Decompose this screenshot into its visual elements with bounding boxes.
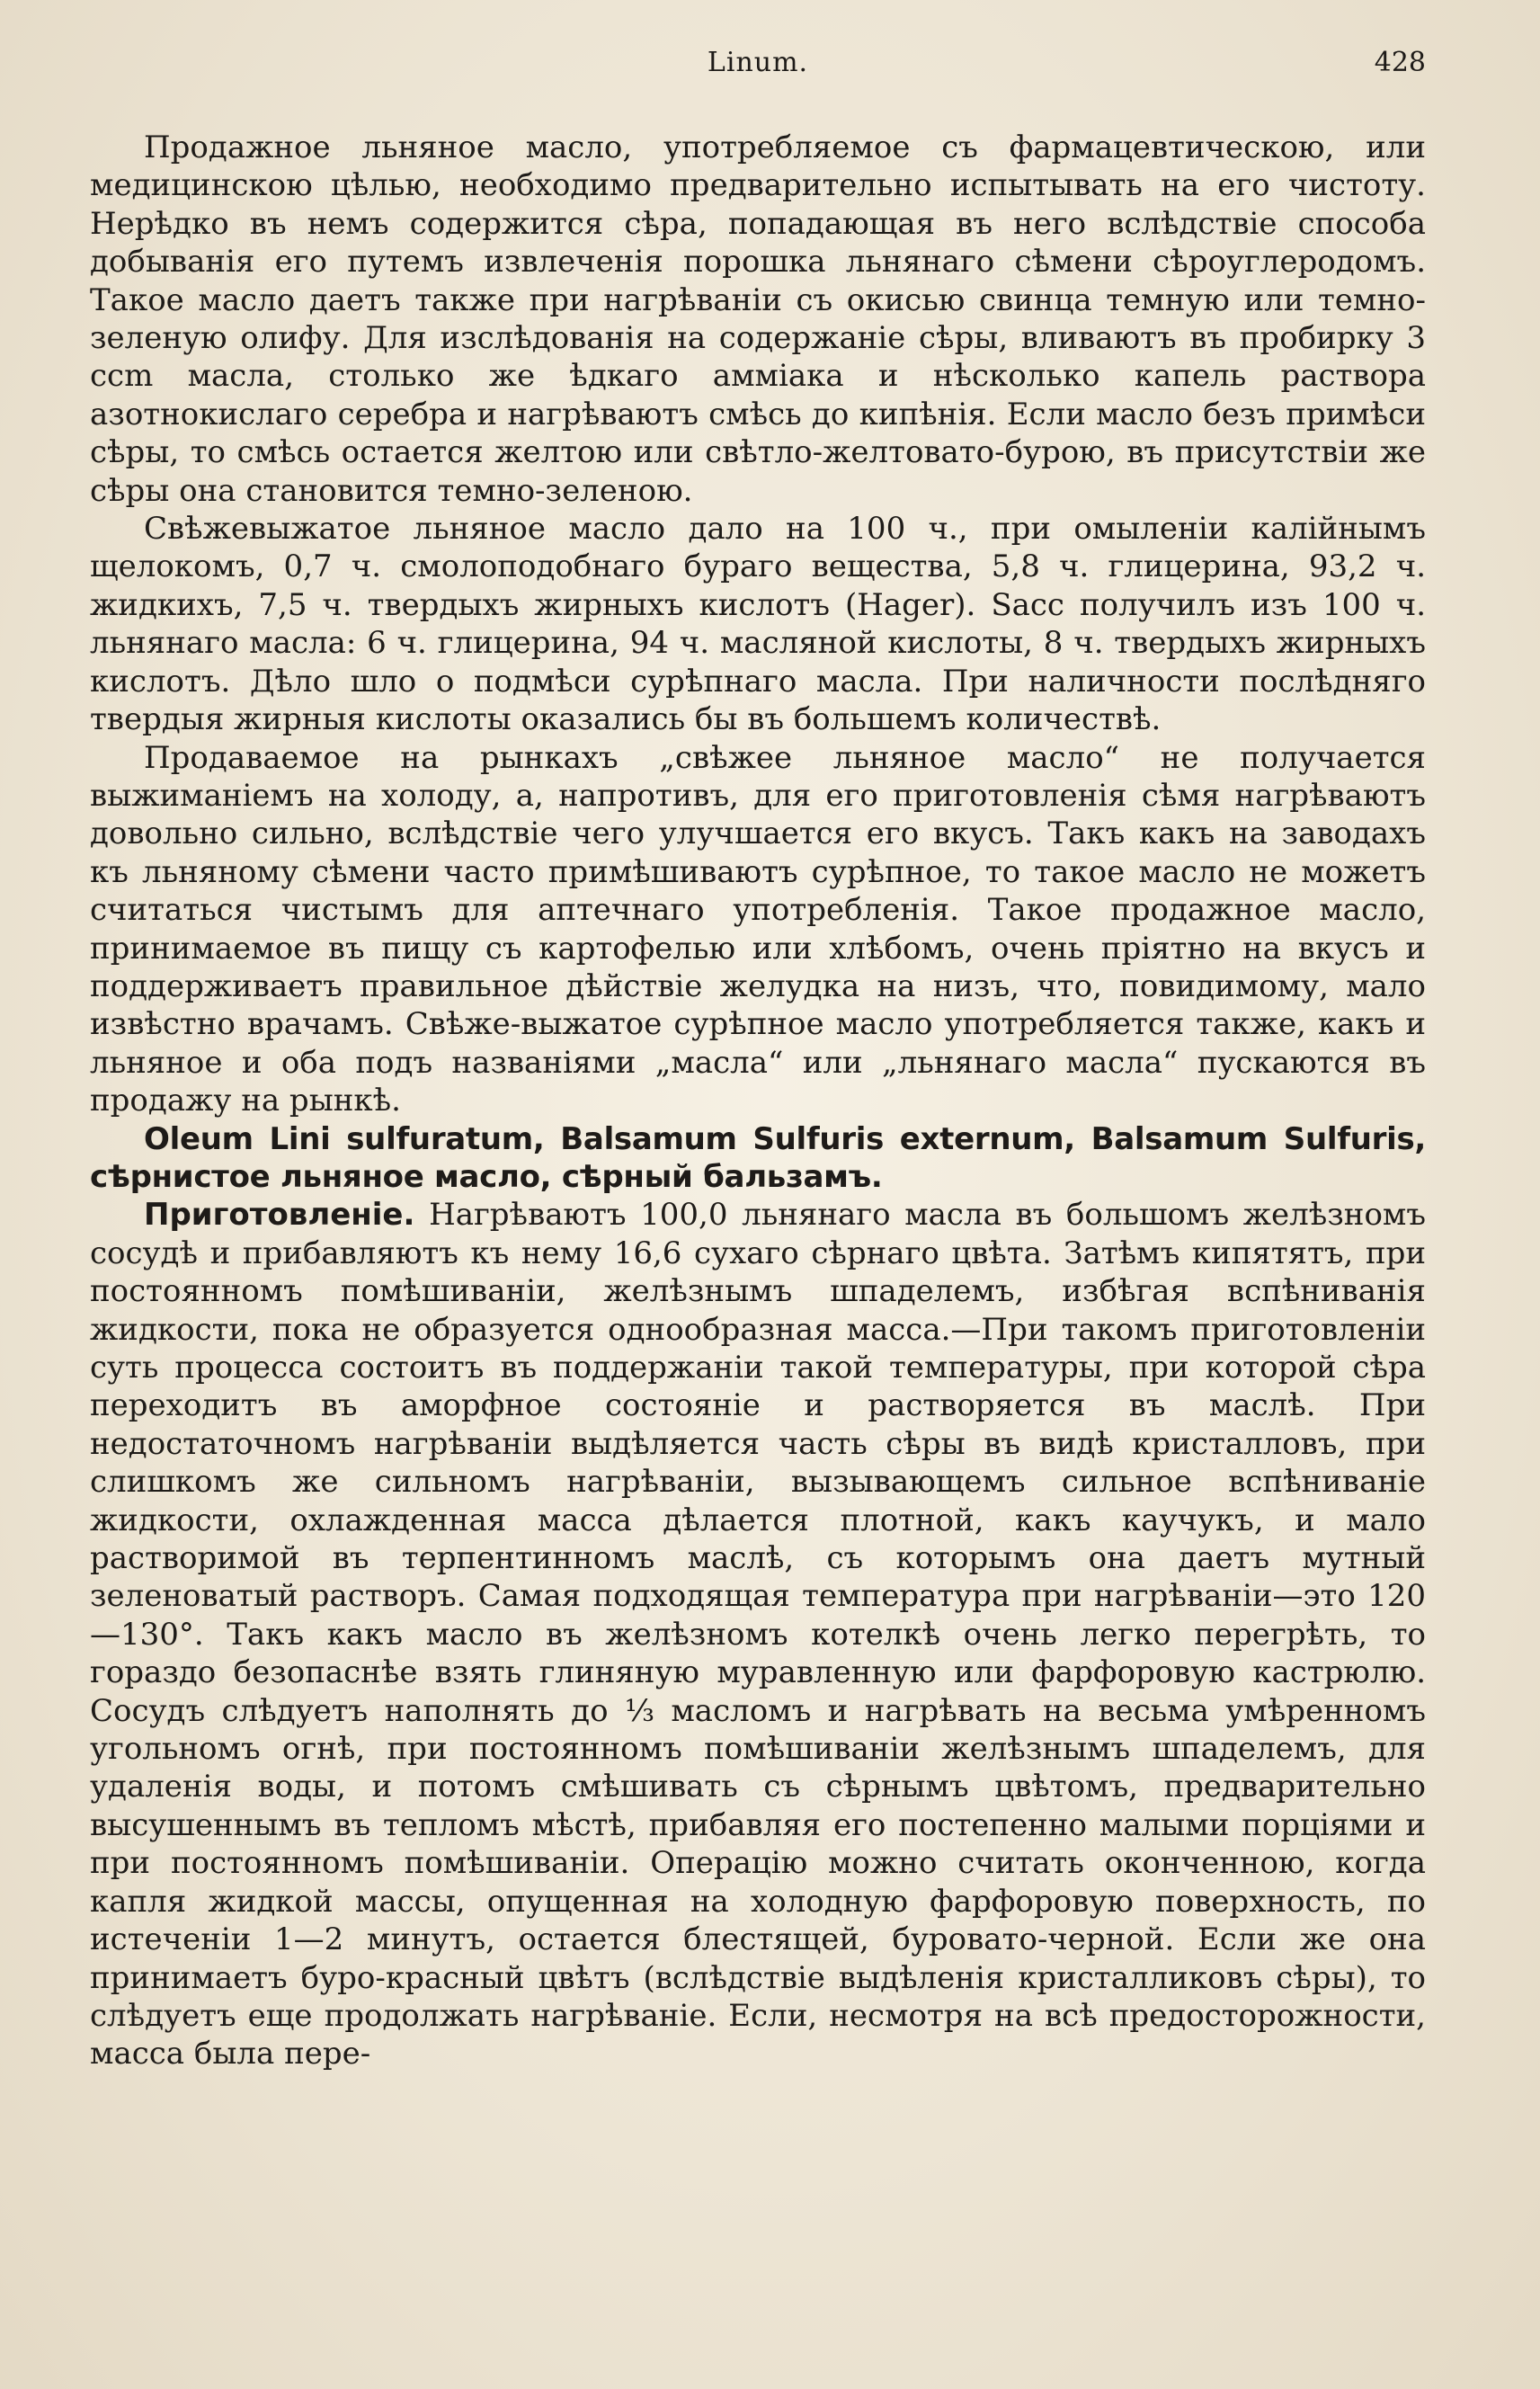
body-text (90, 129, 1426, 2073)
paragraph-linseed-oil-testing: Продажное льняное масло, употребляемое съ фармацевтическою, или медицинскою цѣлью, необходимо предварительно испытывать на его чистоту. Нерѣдко въ немъ содержится сѣра, попадающая въ него вслѣдствіе способа добыванія его путемъ извлеченія порошка льнянаго сѣмени сѣроуглеродомъ. Такое масло даетъ также при нагрѣваніи съ окисью свинца темную или темно-зеленую олифу. Для изслѣдованія на содержаніе сѣры, вливаютъ въ пробирку 3 ccm масла, столько же ѣдкаго амміака и нѣсколько капель раствора азотнокислаго серебра и нагрѣваютъ смѣсь до кипѣнія. Если масло безъ примѣси сѣры, то смѣсь остается желтою или свѣтло-желтовато-бурою, въ присутствіи же сѣры она становится темно-зеленою. (90, 129, 1426, 509)
preparation-text: Нагрѣваютъ 100,0 льнянаго масла въ большомъ желѣзномъ сосудѣ и прибавляютъ къ нему 16,6 сухаго сѣрнаго цвѣта. Затѣмъ кипятятъ, при постоянномъ помѣшиваніи, желѣзнымъ шпаделемъ, избѣгая вспѣниванія жидкости, пока не образуется однообразная масса.—При такомъ приготовленіи суть процесса состоитъ въ поддержаніи такой температуры, при которой сѣра переходитъ въ аморфное состояніе и растворяется въ маслѣ. При недостаточномъ нагрѣваніи выдѣляется часть сѣры въ видѣ кристалловъ, при слишкомъ же сильномъ нагрѣваніи, вызывающемъ сильное вспѣниваніе жидкости, охлажденная масса дѣлается плотной, какъ каучукъ, и мало растворимой въ терпентинномъ маслѣ, съ которымъ она даетъ мутный зеленоватый растворъ. Самая подходящая температура при нагрѣваніи—это 120—130°. Такъ какъ масло въ желѣзномъ котелкѣ очень легко перегрѣть, то гораздо безопаснѣе взять глиняную муравленную или фарфоровую кастрюлю. Сосудъ слѣдуетъ наполнять до ⅓ масломъ и нагрѣвать на весьма умѣренномъ угольномъ огнѣ, при постоянномъ помѣшиваніи желѣзнымъ шпаделемъ, для удаленія воды, и потомъ смѣшивать съ сѣрнымъ цвѣтомъ, предварительно высушеннымъ въ тепломъ мѣстѣ, прибавляя его постепенно малыми порціями и при постоянномъ помѣшиваніи. Операцію можно считать оконченною, когда капля жидкой массы, опущенная на холодную фарфоровую поверхность, по истеченіи 1—2 минутъ, остается блестящей, буровато-черной. Если же она принимаетъ буро-красный цвѣтъ (вслѣдствіе выдѣленія кристалликовъ сѣры), то слѣдуетъ еще продолжать нагрѣваніе. Если, несмотря на всѣ предосторожности, масса была пере- (90, 1197, 1427, 2073)
paragraph-market-oil: Продаваемое на рынкахъ „свѣжее льняное масло“ не получается выжиманіемъ на холоду, а, напротивъ, для его приготовленія сѣмя нагрѣваютъ довольно сильно, вслѣдствіе чего улучшается его вкусъ. Такъ какъ на заводахъ къ льняному сѣмени часто примѣшиваютъ сурѣпное, то такое масло не можетъ считаться чистымъ для аптечнаго употребленія. Такое продажное масло, принимаемое въ пищу съ картофелью или хлѣбомъ, очень пріятно на вкусъ и поддерживаетъ правильное дѣйствіе желудка на низъ, что, повидимому, мало извѣстно врачамъ. Свѣже-выжатое сурѣпное масло употребляется также, какъ и льняное и оба подъ названіями „масла“ или „льнянаго масла“ пускаются въ продажу на рынкѣ. (90, 739, 1426, 1119)
page-number: 428 (1374, 47, 1426, 78)
running-header (90, 47, 1426, 92)
section-heading-oleum-lini-sulfuratum: Oleum Lini sulfuratum, Balsamum Sulfuris externum, Balsamum Sulfuris, сѣрнистое льняное масло, сѣрный бальзамъ. (90, 1120, 1426, 1195)
running-title: Linum. (707, 47, 809, 78)
paragraph-fresh-oil-composition: Свѣжевыжатое льняное масло дало на 100 ч., при омыленіи калійнымъ щелокомъ, 0,7 ч. смолоподобнаго бураго вещества, 5,8 ч. глицерина, 93,2 ч. жидкихъ, 7,5 ч. твердыхъ жирныхъ кислотъ (Hager). Sacc получилъ изъ 100 ч. льнянаго масла: 6 ч. глицерина, 94 ч. масляной кислоты, 8 ч. твердыхъ жирныхъ кислотъ. Дѣло шло о подмѣси сурѣпнаго масла. При наличности послѣдняго твердыя жирныя кислоты оказались бы въ большемъ количествѣ. (90, 511, 1426, 738)
preparation-lead-term: Приготовленіе. (144, 1197, 415, 1234)
paragraph-preparation (90, 1196, 1426, 2073)
